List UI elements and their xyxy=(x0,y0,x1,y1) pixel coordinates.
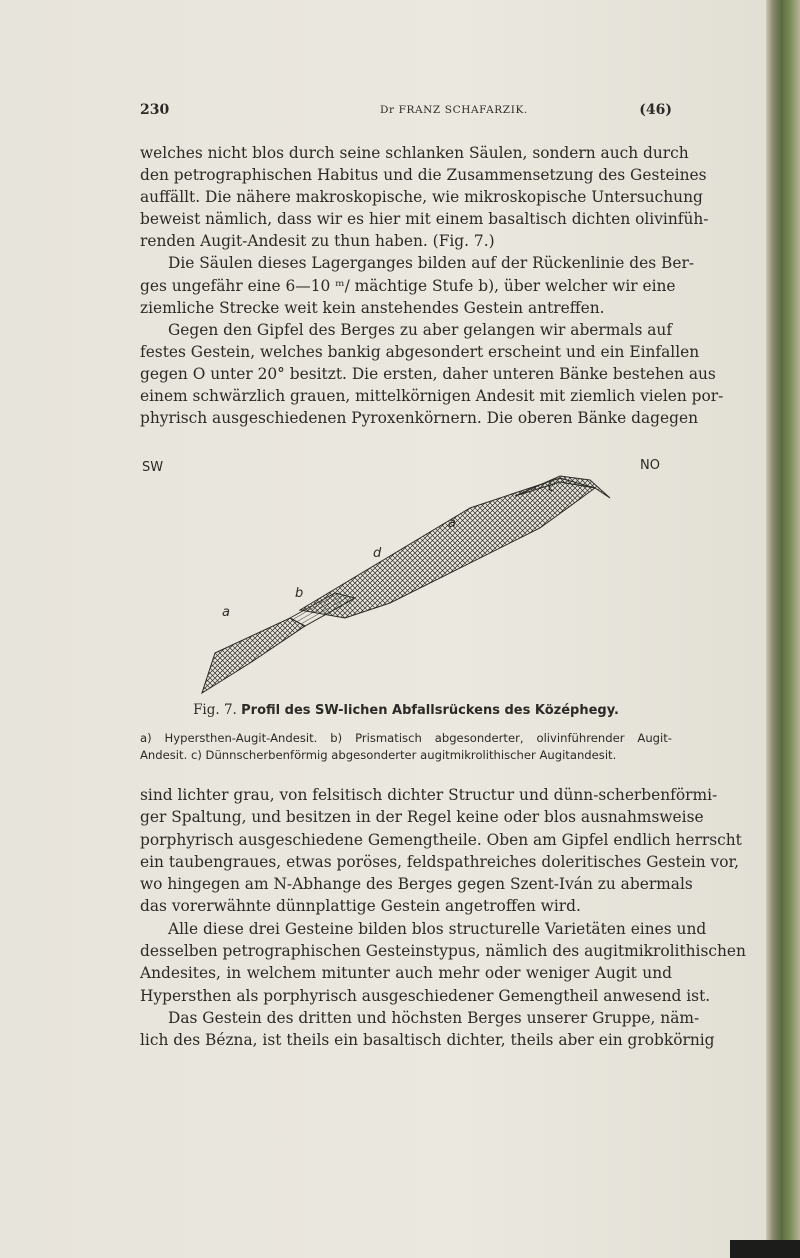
figure-7-profile xyxy=(140,458,672,698)
label-c: c xyxy=(548,480,556,495)
figure-number: Fig. 7. xyxy=(193,702,237,718)
running-author: Dr FRANZ SCHAFARZIK. xyxy=(380,104,528,116)
text-line: Hypersthen als porphyrisch ausgeschiedener Gemengtheil anwesend ist. xyxy=(140,986,711,1005)
figure-caption-title xyxy=(140,702,672,718)
page-number: 230 xyxy=(140,102,170,118)
text-line: Alle diese drei Gesteine bilden blos structurelle Varietäten eines und xyxy=(168,919,707,938)
section-number: (46) xyxy=(639,102,672,118)
text-line: festes Gestein, welches bankig abgesondert erscheint und ein Einfallen xyxy=(140,342,700,361)
text-line: Andesites, in welchem mitunter auch mehr oder weniger Augit und xyxy=(140,964,672,983)
label-d: d xyxy=(373,546,382,561)
label-b: b xyxy=(295,586,304,601)
text-line: beweist nämlich, dass wir es hier mit einem basaltisch dichten olivinfüh- xyxy=(140,210,709,229)
layer-d-upper xyxy=(300,478,595,618)
text-line: desselben petrographischen Gesteinstypus, nämlich des augitmikrolithischen xyxy=(140,942,746,961)
text-line: Die Säulen dieses Lagerganges bilden auf der Rückenlinie des Ber- xyxy=(168,254,695,273)
label-a-upper: a xyxy=(448,516,456,531)
running-header xyxy=(140,100,672,124)
text-line: das vorerwähnte dünnplattige Gestein angetroffen wird. xyxy=(140,897,581,916)
caption-line: Andesit. c) Dünnscherbenförmig abgesonderter augitmikrolithischer Augitandesit. xyxy=(140,748,617,762)
figure-title: Profil des SW-lichen Abfallsrückens des Középhegy. xyxy=(241,703,619,718)
book-spine-edge xyxy=(766,0,800,1258)
text-line: einem schwärzlich grauen, mittelkörnigen Andesit mit ziemlich vielen por- xyxy=(140,387,724,406)
direction-sw-label: SW xyxy=(142,460,164,475)
text-line: ein taubengraues, etwas poröses, feldspathreiches doleritisches Gestein vor, xyxy=(140,852,740,871)
text-line: phyrisch ausgeschiedenen Pyroxenkörnern. Die oberen Bänke dagegen xyxy=(140,409,698,428)
text-line: wo hingegen am N-Abhange des Berges gegen Szent-Iván zu abermals xyxy=(140,875,693,894)
paragraph-top xyxy=(140,142,724,429)
text-line: Das Gestein des dritten und höchsten Berges unserer Gruppe, näm- xyxy=(168,1008,700,1027)
text-line: lich des Bézna, ist theils ein basaltisch dichter, theils aber ein grobkörnig xyxy=(140,1031,715,1050)
direction-no-label: NO xyxy=(640,458,660,473)
paragraph-bottom xyxy=(140,784,746,1052)
text-line: porphyrisch ausgeschiedene Gemengtheile. Oben am Gipfel endlich herrscht xyxy=(140,830,742,849)
label-a-lower: a xyxy=(222,605,230,620)
profile-drawing xyxy=(140,458,672,698)
figure-caption-legend xyxy=(140,730,672,764)
layer-a-lower xyxy=(202,618,305,693)
text-line: Gegen den Gipfel des Berges zu aber gelangen wir abermals auf xyxy=(168,320,673,339)
text-line: renden Augit-Andesit zu thun haben. (Fig. 7.) xyxy=(140,232,495,251)
text-line: gegen O unter 20° besitzt. Die ersten, daher unteren Bänke bestehen aus xyxy=(140,364,716,383)
text-line: ges ungefähr eine 6—10 ᵐ/ mächtige Stufe b), über welcher wir eine xyxy=(140,276,676,295)
page-corner-shadow xyxy=(730,1240,800,1258)
text-line: welches nicht blos durch seine schlanken Säulen, sondern auch durch xyxy=(140,144,689,162)
text-line: ger Spaltung, und besitzen in der Regel keine oder blos ausnahmsweise xyxy=(140,808,704,827)
text-line: den petrographischen Habitus und die Zusammensetzung des Gesteines xyxy=(140,166,707,185)
caption-line: a) Hypersthen-Augit-Andesit. b) Prismatisch abgesonderter, olivinführender Augit- xyxy=(140,731,672,745)
text-line: ziemliche Strecke weit kein anstehendes Gestein antreffen. xyxy=(140,298,605,317)
text-line: sind lichter grau, von felsitisch dichter Structur und dünn-scherbenförmi- xyxy=(140,786,718,804)
text-line: auffällt. Die nähere makroskopische, wie mikroskopische Untersuchung xyxy=(140,188,703,207)
